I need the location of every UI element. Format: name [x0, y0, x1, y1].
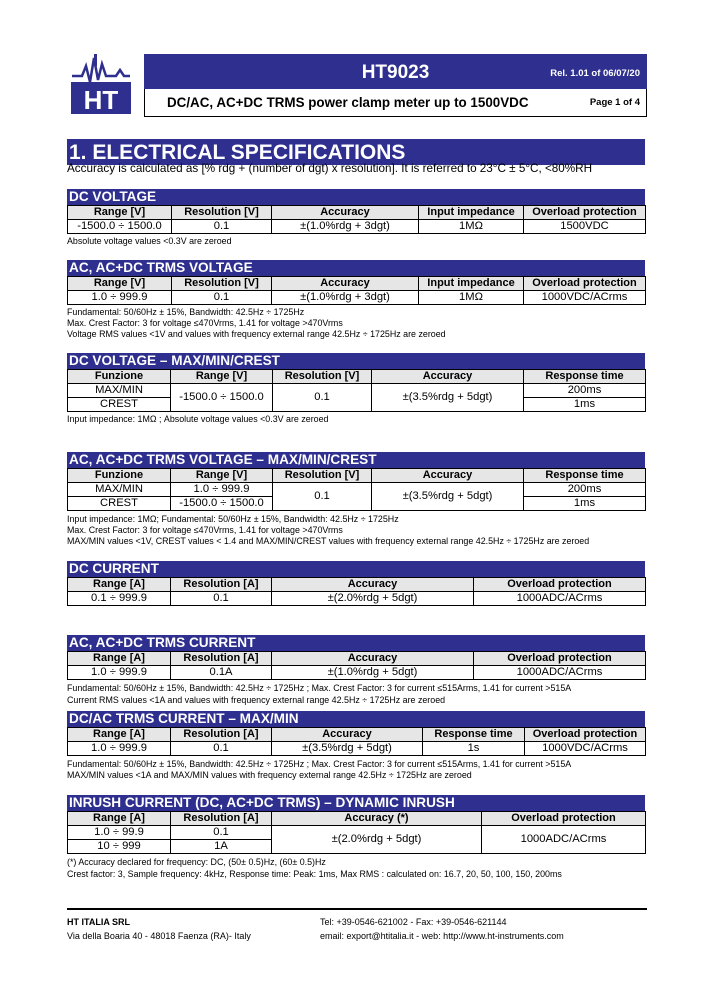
cell-response: 200ms	[524, 483, 646, 497]
dc-voltage-max-title: DC VOLTAGE – MAX/MIN/CREST	[67, 353, 645, 369]
ac-voltage-max-title: AC, AC+DC TRMS VOLTAGE – MAX/MIN/CREST	[67, 452, 645, 468]
footer-address: Via della Boaria 40 - 48018 Faenza (RA)- Italy	[67, 931, 251, 941]
cell-resolution: 0.1A	[171, 666, 272, 680]
dc-current-table	[67, 577, 646, 606]
ac-voltage-max-note-1: Input impedance: 1MΩ; Fundamental: 50/60Hz ± 15%, Bandwidth: 42.5Hz ÷ 1725Hz	[67, 514, 399, 524]
col-header: Funzione	[68, 370, 171, 384]
col-header: Overload protection	[524, 206, 646, 220]
cell-overload: 1500VDC	[524, 220, 646, 234]
cell-resolution: 1A	[171, 840, 272, 854]
cell-accuracy: ±(2.0%rdg + 5dgt)	[272, 592, 474, 606]
col-header: Input impedance	[419, 277, 524, 291]
cell-range: 1.0 ÷ 999.9	[171, 483, 273, 497]
col-header: Accuracy	[372, 370, 524, 384]
cell-accuracy: ±(3.5%rdg + 5dgt)	[372, 483, 524, 511]
cell-impedance: 1MΩ	[419, 220, 524, 234]
cell-range: 1.0 ÷ 999.9	[68, 742, 171, 756]
accuracy-intro: Accuracy is calculated as [% rdg + (number of dgt) x resolution]. It is referred to 23°C ± 5°C, <80%RH	[67, 162, 593, 175]
dcac-current-max-note-1: Fundamental: 50/60Hz ± 15%, Bandwidth: 42.5Hz ÷ 1725Hz ; Max. Crest Factor: 3 for current ≤515Arms, 1.41 for current >515A	[67, 759, 572, 769]
col-header: Range [V]	[171, 469, 273, 483]
col-header: Resolution [A]	[171, 728, 272, 742]
cell-accuracy: ±(3.5%rdg + 5dgt)	[372, 384, 524, 412]
col-header: Overload protection	[524, 277, 646, 291]
dc-voltage-note: Absolute voltage values <0.3V are zeroed	[67, 236, 232, 246]
cell-response: 1ms	[524, 497, 646, 511]
cell-response: 1ms	[524, 398, 646, 412]
header-subtitle-bar	[144, 89, 647, 117]
cell-overload: 1000VDC/ACrms	[524, 291, 646, 305]
col-header: Resolution [A]	[171, 652, 272, 666]
cell-range: 1.0 ÷ 999.9	[68, 291, 172, 305]
release-info: Rel. 1.01 of 06/07/20	[550, 68, 640, 79]
ac-voltage-note-1: Fundamental: 50/60Hz ± 15%, Bandwidth: 42.5Hz ÷ 1725Hz	[67, 307, 305, 317]
col-header: Range [A]	[68, 578, 171, 592]
col-header: Resolution [V]	[273, 469, 372, 483]
svg-text:HT: HT	[83, 85, 119, 114]
col-header: Range [A]	[68, 812, 171, 826]
col-header: Resolution [V]	[172, 277, 272, 291]
col-header: Accuracy	[272, 277, 419, 291]
col-header: Resolution [A]	[171, 578, 272, 592]
product-subtitle: DC/AC, AC+DC TRMS power clamp meter up to 1500VDC	[167, 95, 529, 110]
col-header: Accuracy	[272, 728, 423, 742]
cell-accuracy: ±(2.0%rdg + 5dgt)	[272, 826, 482, 854]
col-header: Accuracy (*)	[272, 812, 482, 826]
ac-voltage-max-table	[67, 468, 646, 511]
dc-current-title: DC CURRENT	[67, 561, 645, 577]
cell-response: 1s	[423, 742, 525, 756]
col-header: Range [V]	[68, 277, 172, 291]
ac-voltage-note-2: Max. Crest Factor: 3 for voltage ≤470Vrms, 1.41 for voltage >470Vrms	[67, 318, 343, 328]
ac-voltage-note-3: Voltage RMS values <1V and values with frequency external range 42.5Hz ÷ 1725Hz are zeroed	[67, 329, 446, 339]
page-number: Page 1 of 4	[589, 97, 640, 108]
cell-overload: 1000ADC/ACrms	[474, 666, 646, 680]
header-title-bar	[144, 54, 647, 89]
ac-current-note-1: Fundamental: 50/60Hz ± 15%, Bandwidth: 42.5Hz ÷ 1725Hz ; Max. Crest Factor: 3 for current ≤515Arms, 1.41 for current >515A	[67, 683, 572, 693]
cell-accuracy: ±(1.0%rdg + 3dgt)	[272, 220, 419, 234]
cell-overload: 1000VDC/ACrms	[525, 742, 646, 756]
dc-voltage-title: DC VOLTAGE	[67, 189, 645, 205]
cell-resolution: 0.1	[171, 826, 272, 840]
dc-voltage-max-table	[67, 369, 646, 412]
cell-function: CREST	[68, 398, 171, 412]
dc-voltage-max-note: Input impedance: 1MΩ ; Absolute voltage values <0.3V are zeroed	[67, 414, 329, 424]
cell-range: 10 ÷ 999	[68, 840, 171, 854]
col-header: Accuracy	[372, 469, 524, 483]
col-header: Accuracy	[272, 578, 474, 592]
cell-range: -1500.0 ÷ 1500.0	[171, 384, 273, 412]
cell-overload: 1000ADC/ACrms	[482, 826, 646, 854]
footer-company: HT ITALIA SRL	[67, 917, 130, 927]
col-header: Overload protection	[474, 652, 646, 666]
col-header: Response time	[524, 370, 646, 384]
col-header: Overload protection	[482, 812, 646, 826]
cell-resolution: 0.1	[273, 483, 372, 511]
cell-impedance: 1MΩ	[419, 291, 524, 305]
col-header: Accuracy	[272, 652, 474, 666]
cell-range: 0.1 ÷ 999.9	[68, 592, 171, 606]
col-header: Range [V]	[171, 370, 273, 384]
cell-accuracy: ±(1.0%rdg + 5dgt)	[272, 666, 474, 680]
cell-accuracy: ±(3.5%rdg + 5dgt)	[272, 742, 423, 756]
ac-current-note-2: Current RMS values <1A and values with frequency external range 42.5Hz ÷ 1725Hz are zeroed	[67, 695, 446, 705]
cell-range: 1.0 ÷ 999.9	[68, 666, 171, 680]
ac-voltage-max-note-2: Max. Crest Factor: 3 for voltage ≤470Vrms, 1.41 for voltage >470Vrms	[67, 525, 343, 535]
section-title: 1. ELECTRICAL SPECIFICATIONS	[67, 139, 645, 165]
ac-current-table	[67, 651, 646, 680]
col-header: Overload protection	[474, 578, 646, 592]
cell-range: -1500.0 ÷ 1500.0	[68, 220, 172, 234]
col-header: Resolution [A]	[171, 812, 272, 826]
col-header: Range [A]	[68, 728, 171, 742]
inrush-note-2: Crest factor: 3, Sample frequency: 4kHz, Response time: Peak: 1ms, Max RMS : calculated on: 16.7, 20, 50, 100, 150, 200ms	[67, 869, 562, 879]
cell-function: MAX/MIN	[68, 384, 171, 398]
cell-response: 200ms	[524, 384, 646, 398]
inrush-note-1: (*) Accuracy declared for frequency: DC, (50± 0.5)Hz, (60± 0.5)Hz	[67, 857, 326, 867]
ac-current-title: AC, AC+DC TRMS CURRENT	[67, 635, 645, 651]
cell-overload: 1000ADC/ACrms	[474, 592, 646, 606]
dcac-current-max-note-2: MAX/MIN values <1A and MAX/MIN values with frequency external range 42.5Hz ÷ 1725Hz are zeroed	[67, 770, 472, 780]
col-header: Resolution [V]	[172, 206, 272, 220]
dcac-current-max-title: DC/AC TRMS CURRENT – MAX/MIN	[67, 711, 645, 727]
ac-voltage-table	[67, 276, 646, 305]
cell-resolution: 0.1	[273, 384, 372, 412]
cell-function: MAX/MIN	[68, 483, 171, 497]
ac-voltage-max-note-3: MAX/MIN values <1V, CREST values < 1.4 and MAX/MIN/CREST values with frequency external range 42.5Hz ÷ 1725Hz are zeroed	[67, 536, 590, 546]
cell-resolution: 0.1	[172, 220, 272, 234]
model-name: HT9023	[361, 62, 430, 83]
cell-resolution: 0.1	[171, 742, 272, 756]
dcac-current-max-table	[67, 727, 646, 756]
cell-accuracy: ±(1.0%rdg + 3dgt)	[272, 291, 419, 305]
inrush-title: INRUSH CURRENT (DC, AC+DC TRMS) – DYNAMIC INRUSH	[67, 795, 645, 811]
dc-voltage-table	[67, 205, 646, 234]
cell-function: CREST	[68, 497, 171, 511]
col-header: Range [A]	[68, 652, 171, 666]
col-header: Response time	[423, 728, 525, 742]
col-header: Resolution [V]	[273, 370, 372, 384]
col-header: Response time	[524, 469, 646, 483]
col-header: Accuracy	[272, 206, 419, 220]
footer-divider	[67, 908, 647, 910]
footer-phone: Tel: +39-0546-621002 - Fax: +39-0546-621144	[320, 917, 507, 927]
cell-range: -1500.0 ÷ 1500.0	[171, 497, 273, 511]
footer-web: email: export@htitalia.it - web: http://www.ht-instruments.com	[320, 931, 564, 941]
ht-logo	[68, 52, 134, 114]
inrush-table	[67, 811, 646, 854]
col-header: Range [V]	[68, 206, 172, 220]
cell-resolution: 0.1	[171, 592, 272, 606]
cell-range: 1.0 ÷ 99.9	[68, 826, 171, 840]
cell-resolution: 0.1	[172, 291, 272, 305]
col-header: Overload protection	[525, 728, 646, 742]
ac-voltage-title: AC, AC+DC TRMS VOLTAGE	[67, 260, 645, 276]
col-header: Input impedance	[419, 206, 524, 220]
col-header: Funzione	[68, 469, 171, 483]
